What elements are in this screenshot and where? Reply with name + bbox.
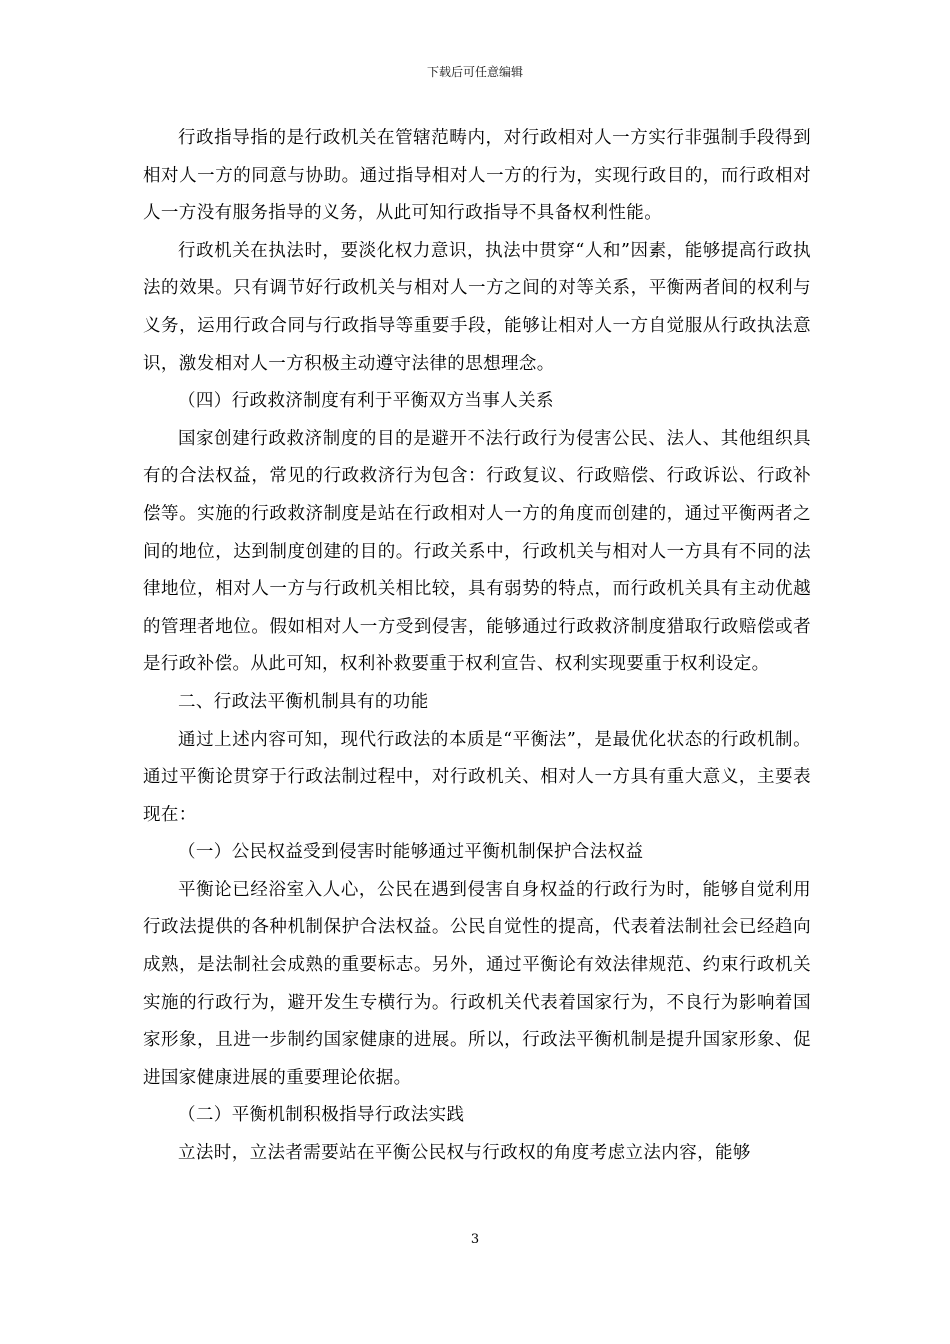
page-header-note: 下载后可任意编辑 [426, 65, 523, 79]
paragraph-law-enforcement: 行政机关在执法时，要淡化权力意识，执法中贯穿“人和”因素，能够提高行政执法的效果。只有调节好行政机关与相对人一方之间的对等关系，平衡两者间的权利与义务，运用行政合同与行政指导等重要手段，能够让相对人一方自觉服从行政执法意识，激发相对人一方积极主动遵守法律的思想理念。 [143, 240, 811, 374]
page-number: 3 [470, 1232, 480, 1247]
paragraph-legislation: 立法时，立法者需要站在平衡公民权与行政权的角度考虑立法内容，能够 [178, 1143, 751, 1164]
paragraph-administrative-guidance: 行政指导指的是行政机关在管辖范畴内，对行政相对人一方实行非强制手段得到相对人一方的同意与协助。通过指导相对人一方的行为，实现行政目的，而行政相对人一方没有服务指导的义务，从此可知行政指导不具备权利性能。 [143, 128, 811, 224]
section-heading-balance-functions: 二、行政法平衡机制具有的功能 [178, 691, 429, 712]
paragraph-balance-law: 通过上述内容可知，现代行政法的本质是“平衡法”，是最优化状态的行政机制。通过平衡论贯穿于行政法制过程中，对行政机关、相对人一方具有重大意义，主要表现在： [143, 729, 811, 825]
paragraph-remedy-system: 国家创建行政救济制度的目的是避开不法行政行为侵害公民、法人、其他组织具有的合法权益，常见的行政救济行为包含：行政复议、行政赔偿、行政诉讼、行政补偿等。实施的行政救济制度是站在行政相对人一方的角度而创建的，通过平衡两者之间的地位，达到制度创建的目的。行政关系中，行政机关与相对人一方具有不同的法律地位，相对人一方与行政机关相比较，具有弱势的特点，而行政机关具有主动优越的管理者地位。假如相对人一方受到侵害，能够通过行政救济制度猎取行政赔偿或者是行政补偿。从此可知，权利补救要重于权利宣告、权利实现要重于权利设定。 [143, 428, 811, 675]
section-heading-citizen-rights: （一）公民权益受到侵害时能够通过平衡机制保护合法权益 [178, 842, 644, 863]
document-body [143, 120, 811, 1173]
section-heading-remedy-system: （四）行政救济制度有利于平衡双方当事人关系 [178, 391, 554, 412]
paragraph-citizen-rights: 平衡论已经浴室入人心，公民在遇到侵害自身权益的行政行为时，能够自觉利用行政法提供的各种机制保护合法权益。公民自觉性的提高，代表着法制社会已经趋向成熟，是法制社会成熟的重要标志。另外，通过平衡论有效法律规范、约束行政机关实施的行政行为，避开发生专横行为。行政机关代表着国家行为，不良行为影响着国家形象，且进一步制约国家健康的进展。所以，行政法平衡机制是提升国家形象、促进国家健康进展的重要理论依据。 [143, 879, 811, 1088]
section-heading-guide-practice: （二）平衡机制积极指导行政法实践 [178, 1105, 465, 1126]
